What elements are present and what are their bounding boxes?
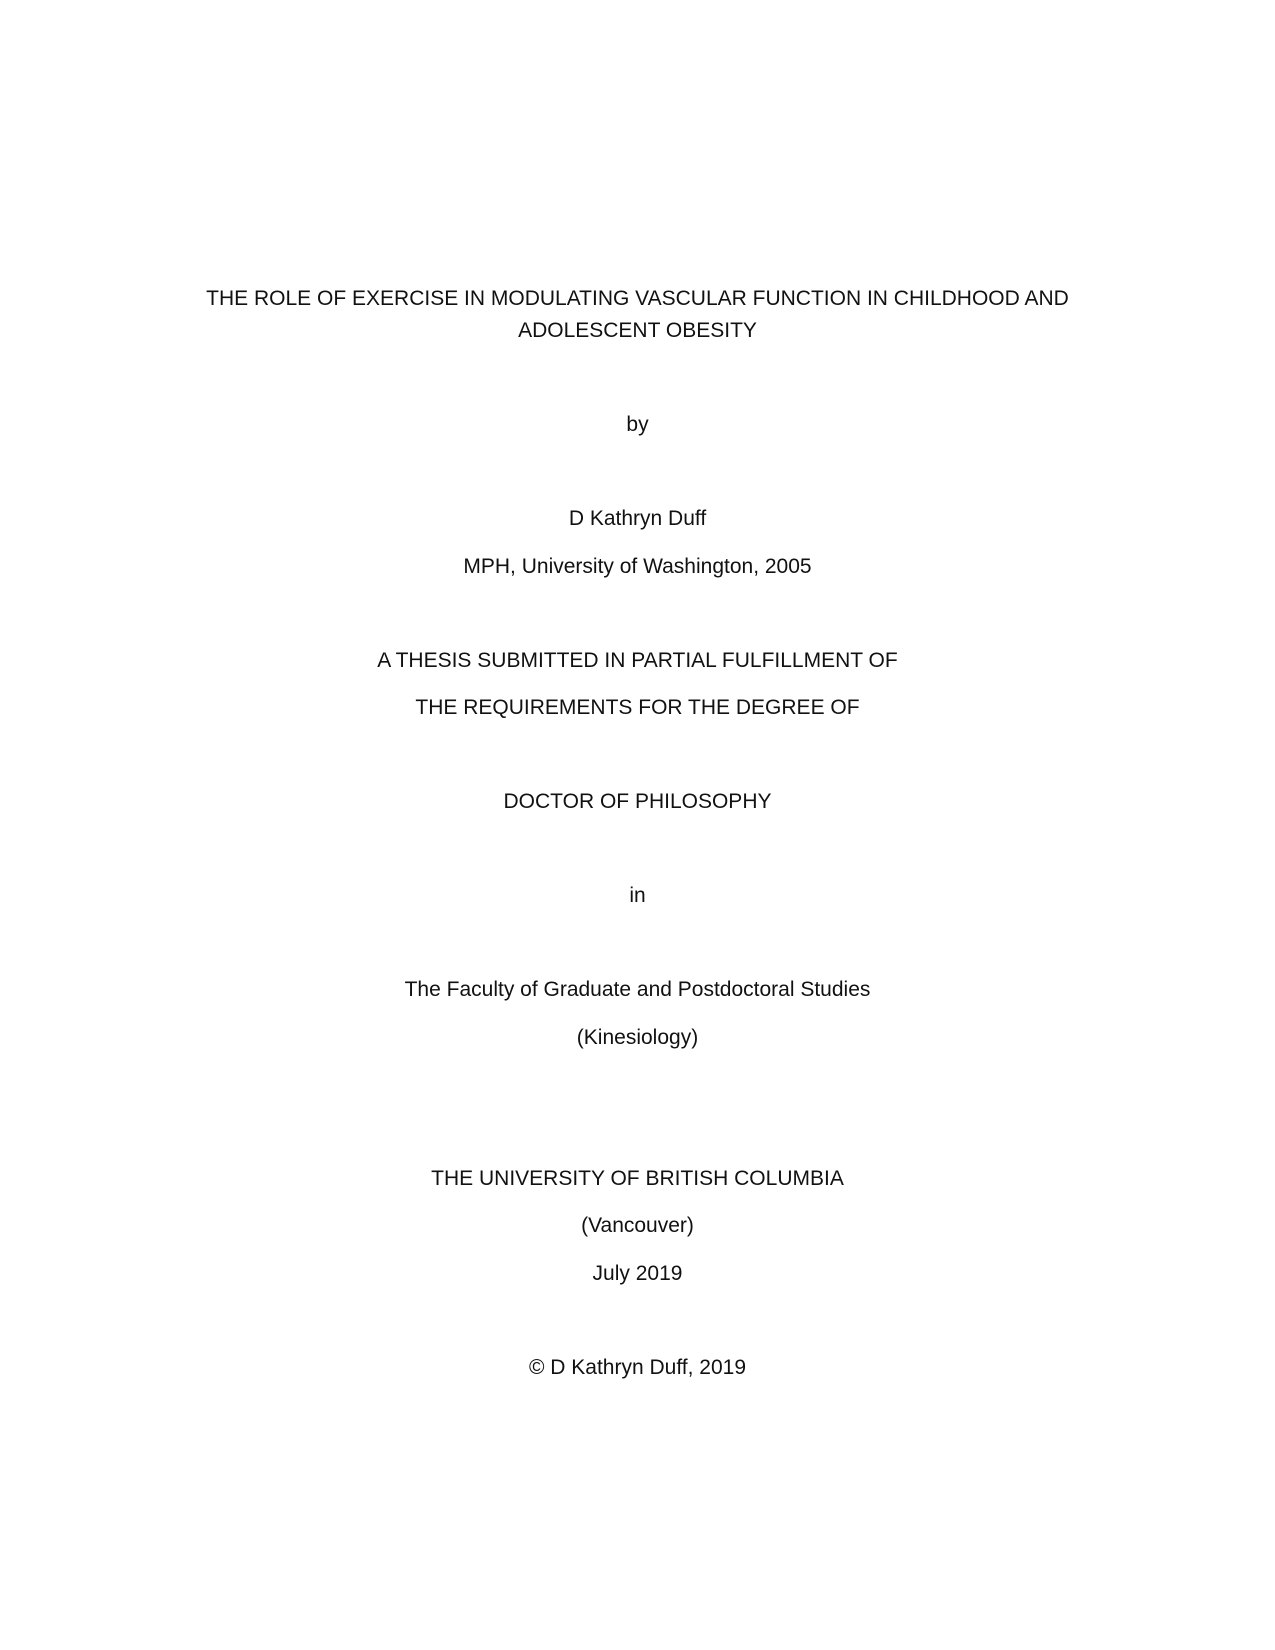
author-name: D Kathryn Duff [568,507,707,530]
institution-campus: (Vancouver) [581,1214,694,1237]
submission-statement-line-2: THE REQUIREMENTS FOR THE DEGREE OF [415,696,860,719]
in-label: in [629,884,646,907]
faculty-name: The Faculty of Graduate and Postdoctoral Studies [404,978,871,1001]
program-name: (Kinesiology) [576,1026,699,1049]
submission-statement-line-1: A THESIS SUBMITTED IN PARTIAL FULFILLMENT OF [377,649,898,672]
degree-name: DOCTOR OF PHILOSOPHY [503,790,772,813]
by-label: by [626,413,649,436]
copyright-notice: © D Kathryn Duff, 2019 [528,1356,747,1379]
author-prior-degree: MPH, University of Washington, 2005 [463,555,812,578]
thesis-title-line-2: ADOLESCENT OBESITY [518,319,757,342]
submission-date: July 2019 [592,1262,683,1285]
thesis-title-line-1: THE ROLE OF EXERCISE IN MODULATING VASCULAR FUNCTION IN CHILDHOOD AND [206,287,1069,310]
institution-name: THE UNIVERSITY OF BRITISH COLUMBIA [431,1167,844,1190]
